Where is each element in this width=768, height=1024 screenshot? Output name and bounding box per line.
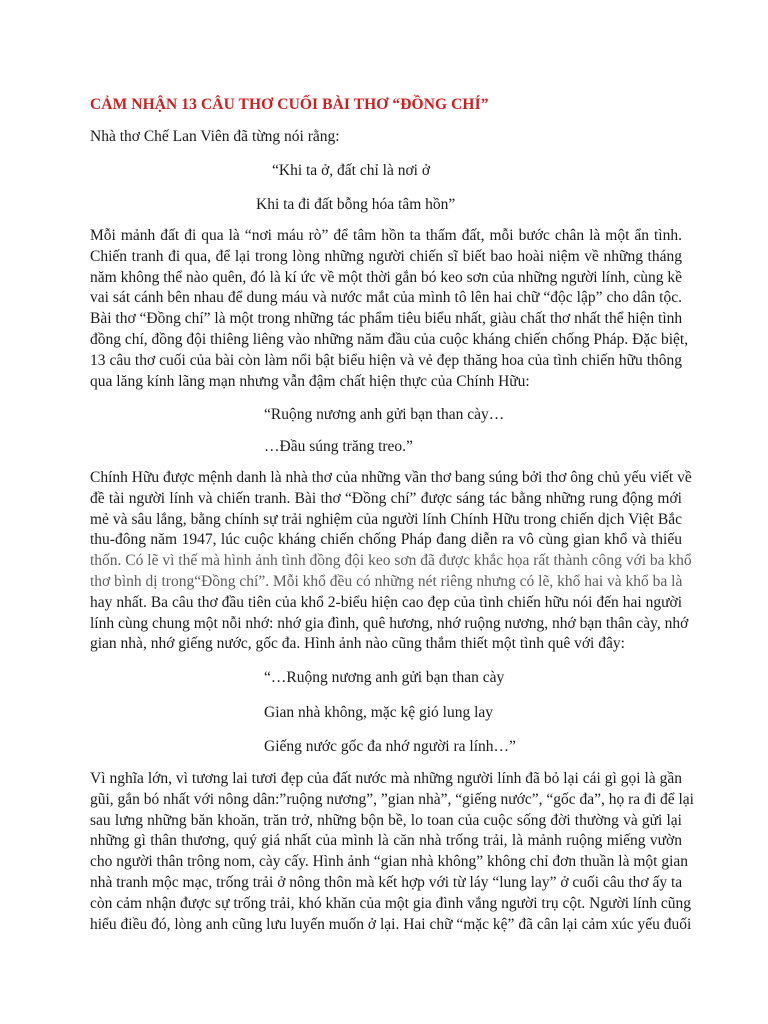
- quote1-line-2: Khi ta đi đất bỗng hóa tâm hồn”: [256, 196, 456, 213]
- quote1-line-1: “Khi ta ở, đất chỉ là nơi ở: [272, 162, 431, 179]
- intro-line: Nhà thơ Chế Lan Viên đã từng nói rằng:: [90, 128, 340, 145]
- paragraph-2-line: thơ bình dị trong“Đồng chí”. Mỗi khổ đều có những nét riêng nhưng có lẽ, khổ hai và khổ ba là: [90, 572, 683, 590]
- paragraph-3-line: hiểu điều đó, lòng anh cũng lưu luyến muốn ở lại. Hai chữ “mặc kệ” đã cân lại cảm xúc yếu đuối: [90, 915, 692, 933]
- paragraph-1: [90, 226, 689, 392]
- paragraph-3-line: nhà tranh mộc mạc, trống trải ở nông thôn mà kết hợp với từ láy “lung lay” ở cuối câu thơ ấy ta: [90, 873, 683, 891]
- paragraph-3-line: Vì nghĩa lớn, vì tương lai tươi đẹp của đất nước mà những người lính đã bỏ lại cái gì gọi là gần: [90, 770, 682, 787]
- paragraph-3-line: gũi, gắn bó nhất với nông dân:”ruộng nương”, ”gian nhà”, “giếng nước”, “gốc đa”, họ ra đi để lại: [90, 790, 694, 808]
- quote2-line-2: …Đầu súng trăng treo.”: [264, 438, 413, 455]
- paragraph-1-line: Mỗi mảnh đất đi qua là “nơi máu rò” để tâm hồn ta thấm đất, mỗi bước chân là một ẩn tình.: [90, 227, 682, 244]
- paragraph-1-line: vai sát cánh bên nhau để dung máu và nước mắt của mình tô lên hai chữ “độc lập” cho dân tộc.: [90, 289, 682, 307]
- paragraph-3-line: những gì thân thương, quý giá nhất của mình là căn nhà trống trải, là mảnh ruộng miếng vườn: [90, 832, 682, 850]
- paragraph-2-line: lính cùng chung một nỗi nhớ: nhớ gia đình, quê hương, nhớ ruộng nương, nhớ bạn thân cày, nhớ: [90, 614, 689, 632]
- paragraph-2-line: hay nhất. Ba câu thơ đầu tiên của khổ 2-biểu hiện cao đẹp của tình chiến hữu nói đến hai người: [90, 593, 682, 611]
- paragraph-1-line: Bài thơ “Đồng chí” là một trong những tác phẩm tiêu biểu nhất, giàu chất thơ nhất thể hiện tình: [90, 310, 683, 328]
- paragraph-2-line: thốn. Có lẽ vì thế mà hình ảnh tình đồng đội keo sơn đã được khắc họa rất thành công với ba khổ: [90, 552, 692, 570]
- paragraph-1-line: qua lăng kính lãng mạn nhưng vẫn đậm chất hiện thực của Chính Hữu:: [90, 372, 530, 390]
- paragraph-1-line: Chiến tranh đi qua, để lại trong lòng những người chiến sĩ biết bao hoài niệm về những tháng: [90, 247, 682, 265]
- paragraph-2-line: Chính Hữu được mệnh danh là nhà thơ của những vần thơ bang súng bởi thơ ông chủ yếu viết về: [90, 469, 692, 486]
- document-title: CẢM NHẬN 13 CÂU THƠ CUỐI BÀI THƠ “ĐỒNG CHÍ”: [90, 96, 489, 113]
- paragraph-2-line: gian nhà, nhớ giếng nước, gốc đa. Hình ảnh nào cũng thắm thiết một tình quê với đây:: [90, 635, 625, 653]
- paragraph-2-line: mẻ và sâu lắng, bằng chính sự trải nghiệm của người lính Chính Hữu trong chiến dịch Việt Bắc: [90, 510, 682, 528]
- paragraph-2-line: thu-đông năm 1947, lúc cuộc kháng chiến chống Pháp đang diễn ra vô cùng gian khổ và thiếu: [90, 531, 682, 549]
- paragraph-2: [90, 468, 692, 655]
- paragraph-1-line: 13 câu thơ cuối của bài còn làm nổi bật biểu hiện và vẻ đẹp thăng hoa của tình chiến hữu thông: [90, 351, 682, 369]
- quote3-line-1: “…Ruộng nương anh gửi bạn than cày: [264, 669, 505, 686]
- quote3-line-2: Gian nhà không, mặc kệ gió lung lay: [264, 704, 494, 721]
- quote3-line-3: Giếng nước gốc đa nhớ người ra lính…”: [264, 738, 516, 755]
- quote2-line-1: “Ruộng nương anh gửi bạn than cày…: [264, 406, 505, 423]
- paragraph-1-line: đồng chí, đồng đội thiêng liêng vào những năm đầu của cuộc kháng chiến chống Pháp. Đặc biệt,: [90, 330, 689, 348]
- paragraph-3-line: còn cảm nhận được sự trống trải, khó khăn của một gia đình vắng người trụ cột. Người lính cũng: [90, 894, 692, 912]
- paragraph-2-line: đề tài người lính và chiến tranh. Bài thơ “Đồng chí” được sáng tác bằng những rung động mới: [90, 489, 682, 507]
- paragraph-3-line: sau lưng những băn khoăn, trăn trở, những bộn bề, lo toan của cuộc sống đời thường và gửi lại: [90, 811, 682, 829]
- paragraph-3-line: cho người thân trông nom, cày cấy. Hình ảnh “gian nhà không” không chỉ đơn thuần là một gian: [90, 853, 689, 871]
- paragraph-1-line: năm không thể nào quên, đó là kí ức về một thời gắn bó keo sơn của những người lính, cùng kề: [90, 268, 682, 286]
- paragraph-3: [90, 769, 694, 935]
